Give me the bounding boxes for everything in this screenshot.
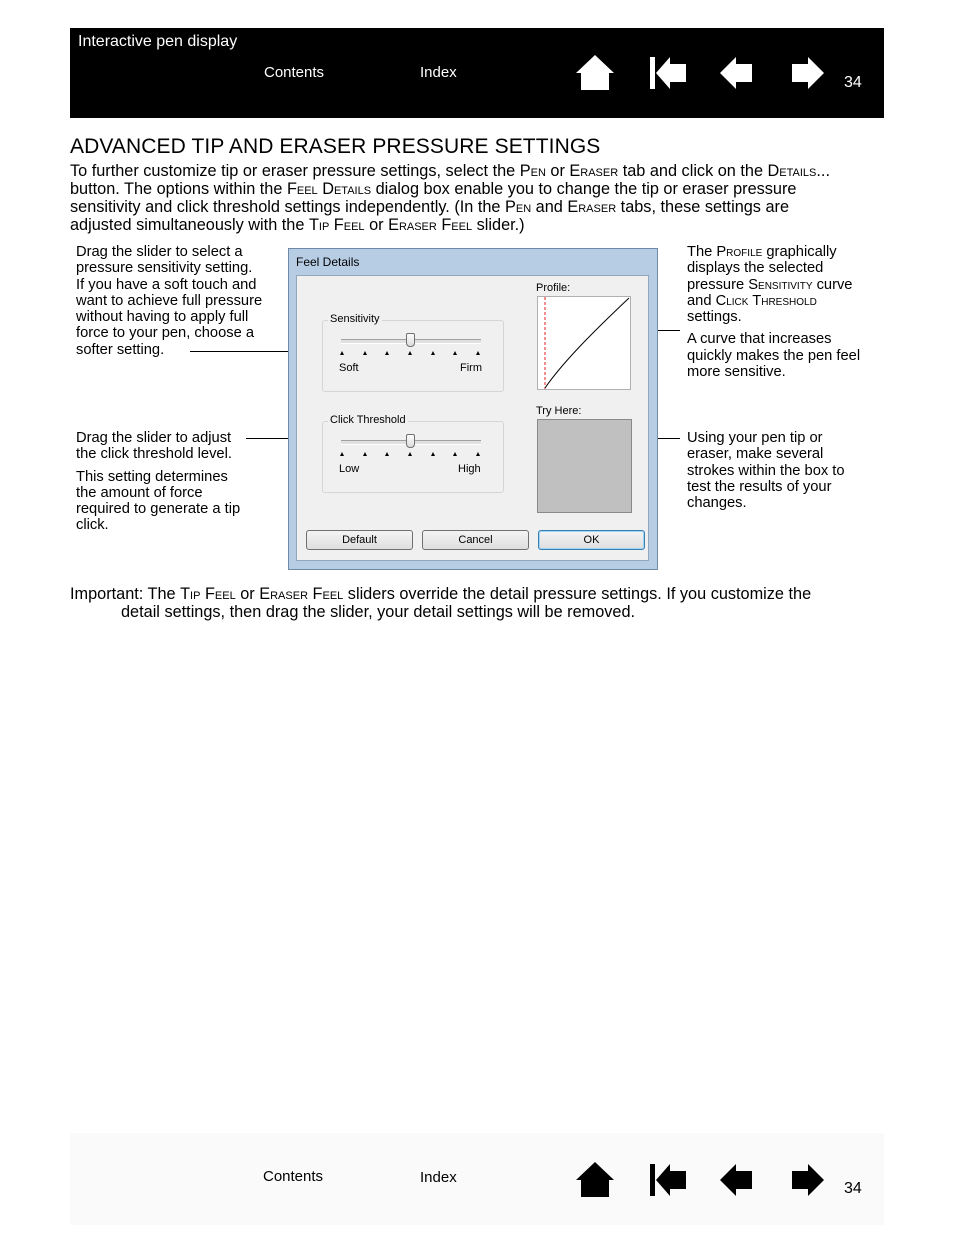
sensitivity-label: Sensitivity xyxy=(330,313,380,325)
dialog-title: Feel Details xyxy=(296,255,360,269)
slider-tick xyxy=(431,452,435,456)
slider-tick xyxy=(431,351,435,355)
firm-label: Firm xyxy=(460,362,482,374)
index-link[interactable]: Index xyxy=(420,1169,457,1186)
slider-tick xyxy=(408,351,412,355)
next-page-icon[interactable] xyxy=(786,1160,826,1200)
profile-callout: The Profile graphically displays the selected pressure Sensitivity curve and Click Threshold settings. A curve that increases quickly makes the pen feel more sensitive. xyxy=(687,244,861,381)
page-number: 34 xyxy=(844,1180,862,1197)
sensitivity-callout: Drag the slider to select a pressure sensitivity setting. If you have a soft touch and want to achieve full pressure without having to apply full force to your pen, choose a softer setting. xyxy=(76,244,263,358)
click-threshold-slider-thumb[interactable] xyxy=(406,434,415,448)
sensitivity-slider-thumb[interactable] xyxy=(406,333,415,347)
previous-page-icon[interactable] xyxy=(718,1160,758,1200)
profile-curve xyxy=(538,297,630,389)
profile-label: Profile: xyxy=(536,282,571,294)
first-page-icon[interactable] xyxy=(648,53,688,93)
slider-tick xyxy=(363,351,367,355)
low-label: Low xyxy=(339,463,360,475)
page-header xyxy=(70,28,884,118)
slider-tick xyxy=(453,452,457,456)
index-link[interactable]: Index xyxy=(420,64,457,81)
try-here-callout: Using your pen tip or eraser, make several strokes within the box to test the results of your changes. xyxy=(687,430,845,512)
click-threshold-group xyxy=(322,421,504,493)
section-title: ADVANCED TIP AND ERASER PRESSURE SETTINGS xyxy=(70,135,601,158)
contents-link[interactable]: Contents xyxy=(264,64,325,81)
ok-button[interactable]: OK xyxy=(538,530,645,550)
home-icon[interactable] xyxy=(575,53,615,93)
try-here-area[interactable] xyxy=(537,419,632,513)
slider-tick xyxy=(363,452,367,456)
cancel-button[interactable]: Cancel xyxy=(422,530,529,550)
slider-tick xyxy=(408,452,412,456)
slider-tick xyxy=(385,351,389,355)
sensitivity-group xyxy=(322,320,504,392)
slider-tick xyxy=(385,452,389,456)
profile-graph xyxy=(537,296,631,390)
important-note: Important: The Tip Feel or Eraser Feel sliders override the detail pressure settings. If you customize the detail settings, then drag the slider, your detail settings will be removed. xyxy=(70,585,812,621)
slider-tick xyxy=(453,351,457,355)
dialog-client-area xyxy=(296,275,649,561)
slider-tick xyxy=(476,452,480,456)
page-number: 34 xyxy=(844,74,862,91)
try-here-label: Try Here: xyxy=(536,405,582,417)
home-icon[interactable] xyxy=(575,1160,615,1200)
intro-paragraph: To further customize tip or eraser pressure settings, select the Pen or Eraser tab and click on the Details... button. The options within the Feel Details dialog box enable you to change the tip or eraser pressure sensitivity and click threshold settings independently. (In the Pen and Eraser tabs, these settings are adjusted simultaneously with the Tip Feel or Eraser Feel slider.) xyxy=(70,162,830,234)
contents-link[interactable]: Contents xyxy=(263,1168,324,1185)
default-button[interactable]: Default xyxy=(306,530,413,550)
high-label: High xyxy=(458,463,481,475)
slider-tick xyxy=(340,351,344,355)
feel-details-dialog xyxy=(288,248,658,570)
slider-tick xyxy=(476,351,480,355)
page-footer xyxy=(70,1133,884,1225)
first-page-icon[interactable] xyxy=(648,1160,688,1200)
previous-page-icon[interactable] xyxy=(718,53,758,93)
click-threshold-label: Click Threshold xyxy=(330,414,406,426)
click-threshold-callout: Drag the slider to adjust the click threshold level. This setting determines the amount of force required to generate a tip click. xyxy=(76,430,241,534)
next-page-icon[interactable] xyxy=(786,53,826,93)
soft-label: Soft xyxy=(339,362,359,374)
slider-tick xyxy=(340,452,344,456)
document-title: Interactive pen display xyxy=(78,33,238,50)
